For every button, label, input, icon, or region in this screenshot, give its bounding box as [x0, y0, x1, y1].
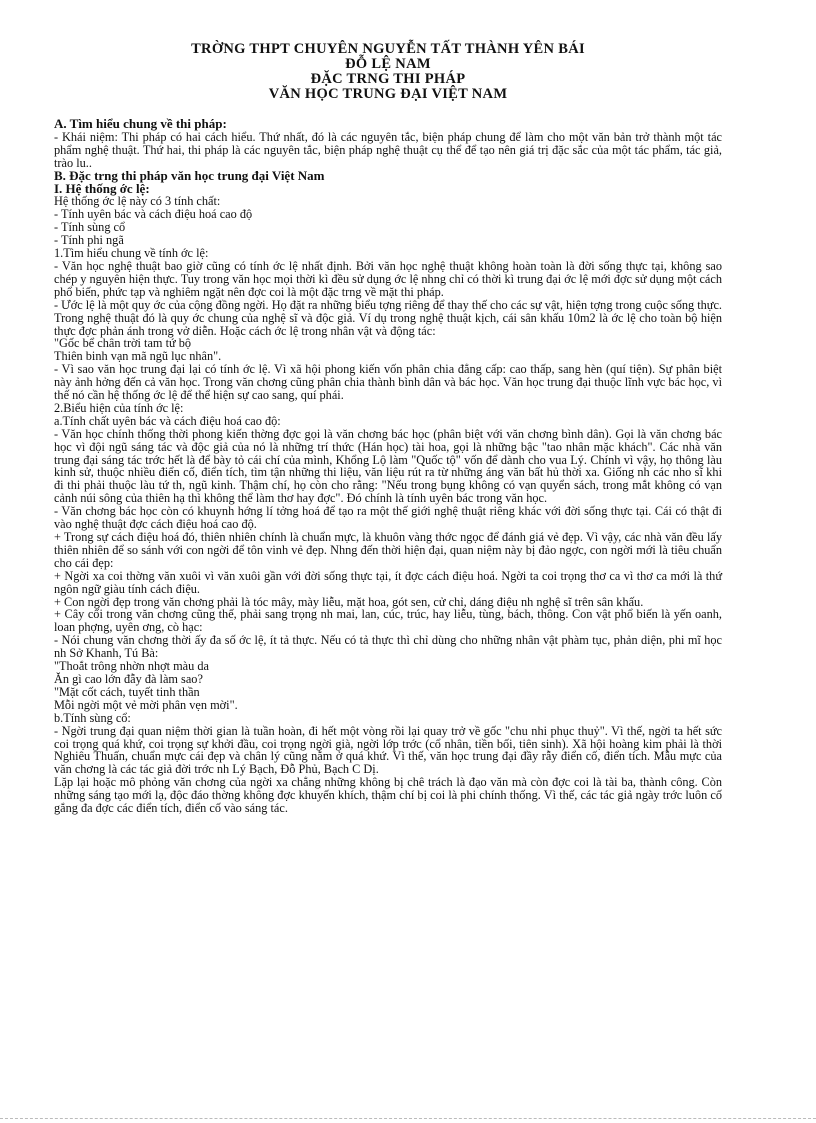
paragraph: - Văn học chính thống thời phong kiến thờng đợc gọi là văn chơng bác học (phân biệt với văn chơng bình dân). Gọi là văn chơng bác học vì đội ngũ sáng tác và độc giả của nó là những trí thức (Hán học) tài hoa, gọi là những bậc "tao nhân mặc khách". Các nhà văn trung đại sáng tác trớc hết là để bày tỏ cái chí của mình, Khổng Lộ làm "Quốc tộ" vốn để dành cho vua Lý. Chính vì vậy, họ thông làu kinh sử, thuộc nhiều điển cố, điển tích, tìm tận những thi liệu, văn liệu rút ra từ những áng văn bất hủ thời xa. Giống nh các nho sĩ khi đi thi phải thuộc làu tứ th, ngũ kinh. Thậm chí, họ còn cho rằng: "Nếu trong bụng không có vạn quyển sách, trong mắt không có vạn cảnh núi sông của thiên hạ thì không thể làm thơ hay đợc". Đó chính là tính uyên bác trong văn học. [54, 426, 722, 506]
school-name: TRỜNG THPT CHUYÊN NGUYỄN TẤT THÀNH YÊN BÁI [191, 41, 585, 57]
paragraph: "Gốc bể chân trời tam tứ bộ [54, 336, 192, 351]
paragraph: + Trong sự cách điệu hoá đó, thiên nhiên chính là chuẩn mực, là khuôn vàng thớc ngọc để đánh giá vẻ đẹp. Vì vậy, các nhà văn đều lấy thiên nhiên để so sánh với con ngời để tôn vinh vẻ đẹp. Nhng đến thời hiện đại, quan niệm này bị đảo ngợc, con ngời mới là tiêu chuẩn cho cái đẹp: [54, 530, 722, 570]
paragraph: - Tính sùng cổ [54, 220, 126, 235]
title-line-1: ĐẶC TRNG THI PHÁP [310, 71, 466, 87]
paragraph: - Nói chung văn chơng thời ấy đa số ớc lệ, ít tả thực. Nếu có tả thực thì chỉ dùng cho những nhân vật phàm tục, phản diện, phi mĩ học nh Sở Khanh, Tú Bà: [54, 633, 722, 661]
paragraph: 1.Tìm hiểu chung về tính ớc lệ: [54, 246, 209, 261]
paragraph: - Văn học nghệ thuật bao giờ cũng có tính ớc lệ nhất định. Bởi văn học nghệ thuật không hoàn toàn là đời sống thực tại, không sao chép y nguyên hiện thực. Tuy trong văn học mọi thời kì đều sử dụng ớc lệ nhng chỉ có thời kì trung đại ớc lệ mới đợc sử dụng một cách phổ biến, phức tạp và nghiêm ngặt nên đợc coi là một đặc trng về mặt thi pháp. [54, 258, 722, 299]
section-heading: I. Hệ thống ớc lệ: [54, 180, 150, 196]
paragraph: Thiên binh vạn mã ngũ lục nhân". [54, 349, 222, 364]
document-body [54, 118, 722, 815]
paragraph: a.Tính chất uyên bác và cách điệu hoá cao độ: [54, 413, 281, 428]
paragraph: Hệ thống ớc lệ này có 3 tính chất: [54, 194, 221, 209]
page-bottom-rule [0, 1118, 816, 1119]
title-line-2: VĂN HỌC TRUNG ĐẠI VIỆT NAM [268, 86, 508, 102]
paragraph: Lặp lại hoặc mô phỏng văn chơng của ngời xa chẳng những không bị chê trách là đạo văn mà còn đợc coi là tài ba, thành công. Còn những sáng tạo mới lạ, độc đáo thờng không đợc khuyến khích, thậm chí bị coi là phi chính thống. Vì thế, các tác giả ngày trớc luôn cố gắng đa đợc các điển tích, điển cố vào sáng tác. [54, 775, 722, 816]
document-header [54, 42, 722, 102]
section-heading: B. Đặc trng thi pháp văn học trung đại Việt Nam [54, 167, 325, 183]
paragraph: - Văn chơng bác học còn có khuynh hớng lí tởng hoá để tạo ra một thế giới nghệ thuật riêng khác với đời sống thực tại. Cái có thật đi vào nghệ thuật đợc cách điệu hoá cao độ. [54, 504, 722, 532]
paragraph: "Mặt cốt cách, tuyết tinh thần [54, 684, 200, 699]
section-heading: A. Tìm hiểu chung về thi pháp: [54, 116, 227, 131]
paragraph: + Con ngời đẹp trong văn chơng phải là tóc mây, mày liễu, mặt hoa, gót sen, cử chỉ, dáng điệu nh nghệ sĩ trên sân khấu. [54, 594, 644, 609]
paragraph: "Thoắt trông nhờn nhợt màu da [54, 659, 209, 674]
paragraph: b.Tính sùng cổ: [54, 710, 131, 725]
paragraph: 2.Biểu hiện của tính ớc lệ: [54, 400, 184, 415]
paragraph: - Ngời trung đại quan niệm thời gian là tuần hoàn, đi hết một vòng rồi lại quay trở về gốc "chu nhi phục thuỷ". Vì thế, ngời ta hết sức coi trọng quá khứ, coi trọng sự khởi đầu, coi trọng ngời già, ngời lớp trớc (cổ nhân, tiền bối, tiên sinh). Xã hội hoàng kim phải là thời Nghiêu Thuấn, chuẩn mực cái đẹp và chân lý cũng nằm ở quá khứ. Vì thế, văn học trung đại đầy rẫy điển cố, điển tích. Mẫu mực của văn chơng là các tác giả đời trớc nh Lý Bạch, Đỗ Phủ, Bạch C Dị. [54, 723, 722, 777]
paragraph: - Khái niệm: Thi pháp có hai cách hiểu. Thứ nhất, đó là các nguyên tắc, biện pháp chung để làm cho một văn bản trở thành một tác phẩm nghệ thuật. Thứ hai, thi pháp là các nguyên tắc, biện pháp nghệ thuật cụ thể để tạo nên giá trị đặc sắc của một tác phẩm, tác giả, trào lu.. [54, 129, 722, 170]
paragraph: - Ước lệ là một quy ớc của cộng đồng ngời. Họ đặt ra những biểu tợng riêng để thay thế cho các sự vật, hiện tợng trong cuộc sống thực. Trong nghệ thuật đó là quy ớc chung của nghệ sĩ và độc giả. Ví dụ trong nghệ thuật kịch, cái sân khấu 10m2 là ớc lệ cho toàn bộ hiện thực đợc phản ánh trong vở diễn. Hoặc cách ớc lệ trong nhân vật và động tác: [54, 297, 722, 338]
paragraph: Mỗi ngời một vẻ mời phân vẹn mời". [54, 697, 238, 712]
paragraph: + Ngời xa coi thờng văn xuôi vì văn xuôi gần với đời sống thực tại, ít đợc cách điệu hoá. Ngời ta coi trọng thơ ca vì thơ ca mới là thứ ngôn ngữ giàu tính cách điệu. [54, 568, 722, 596]
author-name: ĐỖ LỆ NAM [345, 56, 431, 72]
paragraph: Ăn gì cao lớn đẫy đà làm sao? [54, 671, 203, 686]
paragraph: - Tính phi ngã [54, 233, 124, 248]
paragraph: + Cây cối trong văn chơng cũng thế, phải sang trọng nh mai, lan, cúc, trúc, hay liễu, tùng, bách, thông. Con vật phổ biến là yến oanh, loan phợng, uyên ơng, cò hạc: [54, 607, 722, 635]
document-page [54, 42, 722, 815]
paragraph: - Vì sao văn học trung đại lại có tính ớc lệ. Vì xã hội phong kiến vốn phân chia đẳng cấp: cao thấp, sang hèn (quí tiện). Sự phân biệt này ảnh hởng đến cả văn học. Trong văn chơng cũng phân chia thành bình dân và bác học. Văn học trung đại thuộc lĩnh vực bác học, vì thế nó cần hệ thống ớc lệ để thể hiện sự cao sang, quí phái. [54, 362, 722, 403]
paragraph: - Tính uyên bác và cách điệu hoá cao độ [54, 207, 253, 222]
